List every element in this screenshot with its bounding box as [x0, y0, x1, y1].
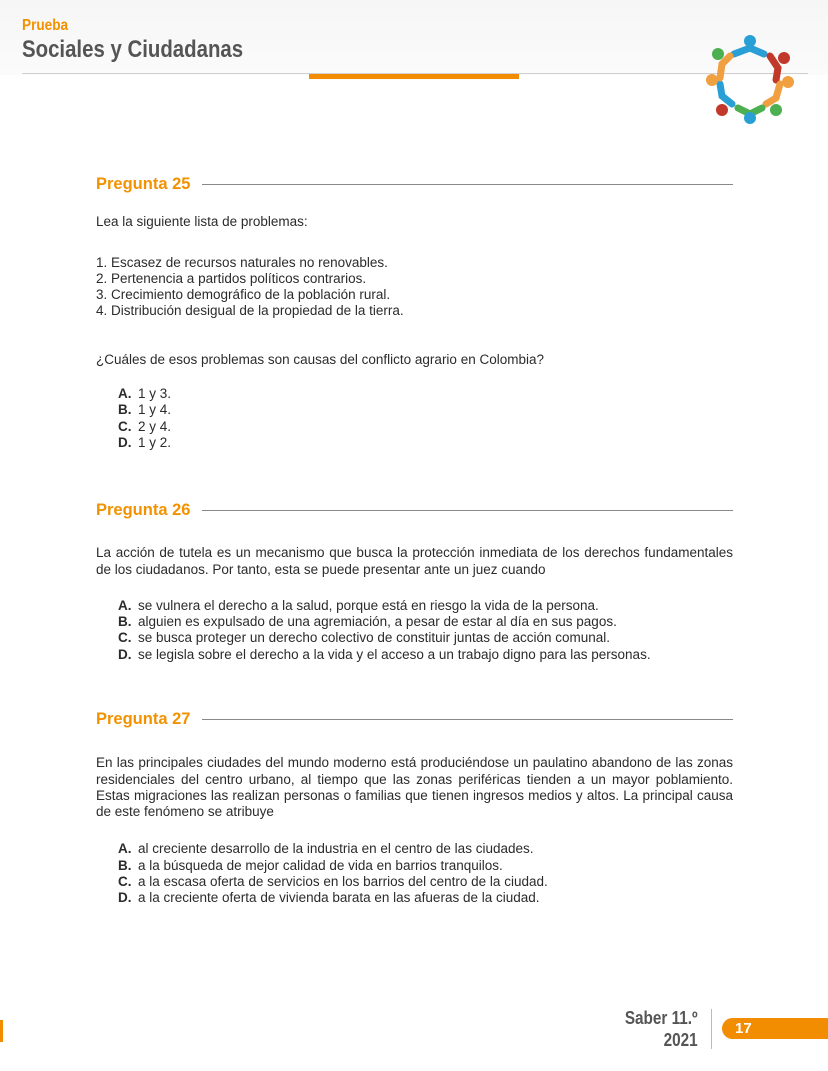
question-heading [96, 176, 733, 192]
option-c [118, 874, 733, 890]
question-heading [96, 711, 733, 727]
list-item: 2. Pertenencia a partidos políticos contrarios. [96, 270, 367, 286]
option-letter: A. [118, 841, 132, 857]
footer-separator [711, 1009, 712, 1049]
question-prompt: En las principales ciudades del mundo moderno está produciéndose un paulatino abandono de las zonas residenciales del centro urbano, al tiempo que las zonas periféricas tienden a un mayor poblamiento. Estas migraciones las realizan personas o familias que tienen ingresos medios y altos. La principal causa de este fenómeno se atribuye [96, 755, 733, 820]
header-label: Prueba [22, 17, 69, 34]
option-text: 1 y 2. [138, 434, 172, 450]
option-letter: D. [118, 890, 132, 906]
heading-rule [202, 184, 733, 185]
header-accent-bar [309, 74, 519, 79]
option-text: 1 y 4. [138, 402, 172, 418]
question-prompt: ¿Cuáles de esos problemas son causas del conflicto agrario en Colombia? [96, 351, 544, 367]
question-27 [96, 711, 733, 907]
option-letter: D. [118, 646, 132, 662]
option-a [118, 386, 733, 402]
option-d [118, 435, 733, 451]
option-letter: A. [118, 597, 132, 613]
option-text: a la escasa oferta de servicios en los barrios del centro de la ciudad. [138, 874, 548, 890]
exam-year: 2021 [663, 1030, 698, 1050]
question-26 [96, 502, 733, 663]
option-c [118, 419, 733, 435]
option-letter: A. [118, 386, 132, 402]
option-text: a la búsqueda de mejor calidad de vida en barrios tranquilos. [138, 857, 503, 873]
list-item: 4. Distribución desigual de la propiedad de la tierra. [96, 303, 404, 319]
option-c [118, 630, 733, 646]
option-d [118, 890, 733, 906]
list-item: 3. Crecimiento demográfico de la población rural. [96, 287, 391, 303]
options [96, 841, 733, 906]
option-text: se busca proteger un derecho colectivo de constituir juntas de acción comunal. [138, 630, 611, 646]
option-letter: C. [118, 418, 132, 434]
question-intro: Lea la siguiente lista de problemas: [96, 214, 308, 230]
option-letter: D. [118, 434, 132, 450]
people-circle-logo-icon [704, 34, 796, 124]
exam-name: Saber 11.º [625, 1008, 698, 1028]
option-text: 2 y 4. [138, 418, 172, 434]
options [96, 386, 733, 451]
options [96, 598, 733, 663]
option-b [118, 402, 733, 418]
option-text: 1 y 3. [138, 386, 172, 402]
option-a [118, 841, 733, 857]
footer-exam [625, 1007, 698, 1051]
option-b [118, 858, 733, 874]
problem-list [96, 255, 733, 320]
question-heading [96, 502, 733, 518]
question-title: Pregunta 26 [96, 501, 191, 519]
option-letter: B. [118, 614, 132, 630]
header-subject: Sociales y Ciudadanas [22, 36, 244, 63]
page-number: 17 [722, 1018, 828, 1039]
option-a [118, 598, 733, 614]
option-text: se legisla sobre el derecho a la vida y el acceso a un trabajo digno para las personas. [138, 646, 651, 662]
option-text: alguien es expulsado de una agremiación, a pesar de estar al día en sus pagos. [138, 614, 617, 630]
list-item: 1. Escasez de recursos naturales no renovables. [96, 254, 388, 270]
option-letter: B. [118, 857, 132, 873]
question-prompt: La acción de tutela es un mecanismo que busca la protección inmediata de los derechos fundamentales de los ciudadanos. Por tanto, esta se puede presentar ante un juez cuando [96, 545, 733, 577]
option-text: a la creciente oferta de vivienda barata en las afueras de la ciudad. [138, 890, 540, 906]
heading-rule [202, 719, 733, 720]
option-letter: B. [118, 402, 132, 418]
question-title: Pregunta 25 [96, 175, 191, 193]
question-title: Pregunta 27 [96, 710, 191, 728]
heading-rule [202, 510, 733, 511]
option-text: se vulnera el derecho a la salud, porque está en riesgo la vida de la persona. [138, 597, 599, 613]
option-letter: C. [118, 630, 132, 646]
option-d [118, 647, 733, 663]
question-25 [96, 176, 733, 451]
footer-left-mark [0, 1020, 3, 1042]
option-letter: C. [118, 874, 132, 890]
option-text: al creciente desarrollo de la industria en el centro de las ciudades. [138, 841, 534, 857]
option-b [118, 614, 733, 630]
